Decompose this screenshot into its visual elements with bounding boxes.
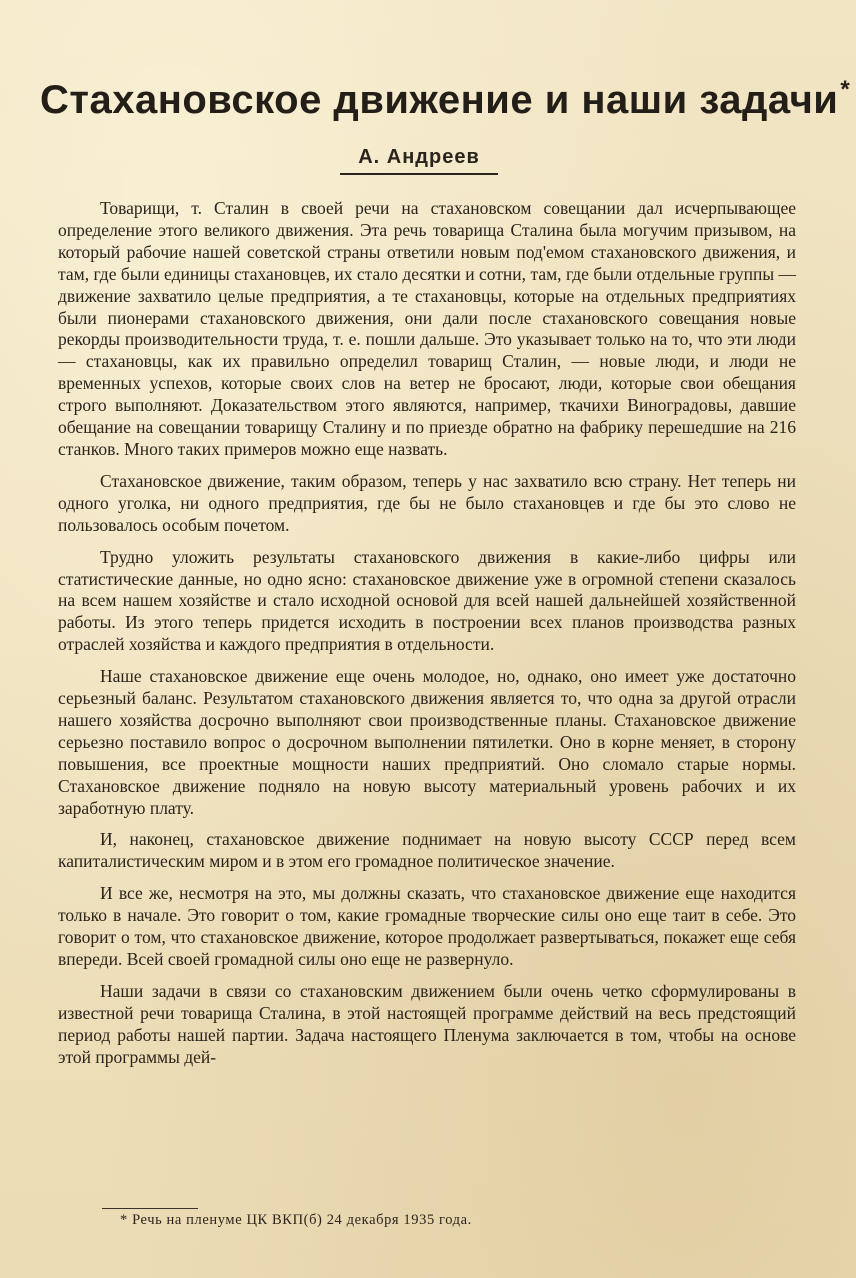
paragraph: И, наконец, стахановское движение поднимает на новую высоту СССР перед всем капиталистическим миром и в этом его громадное политическое значение. [58,829,796,872]
article-title [40,76,851,123]
paragraph: И все же, несмотря на это, мы должны сказать, что стахановское движение еще находится только в начале. Это говорит о том, какие громадные творческие силы оно еще таит в себе. Это говорит о том, что стахановское движение, которое продолжает развертываться, покажет еще себя впереди. Всей своей громадной силы оно еще не развернуло. [58,883,796,969]
title-text: Стахановское движение и наши задачи [40,78,839,122]
paragraph: Товарищи, т. Сталин в своей речи на стахановском совещании дал исчерпывающее определение этого великого движения. Эта речь товарища Сталина была могучим призывом, на который рабочие нашей советской страны ответили новым под'емом стахановского движения, и там, где были единицы стахановцев, их стало десятки и сотни, там, где были отдельные группы — движение захватило целые предприятия, а те стахановцы, которые на отдельных предприятиях были пионерами стахановского движения, они дали после стахановского совещания новые рекорды производительности труда, т. е. пошли дальше. Это указывает только на то, что эти люди — стахановцы, как их правильно определил товарищ Сталин, — новые люди, и люди не временных успехов, которые своих слов на ветер не бросают, люди, которые свои обещания строго выполняют. Доказательством этого являются, например, ткачихи Виноградовы, давшие обещание на совещании товарищу Сталину и по приезде обратно на фабрику перешедшие на 216 станков. Много таких примеров можно еще назвать. [58,198,796,459]
paragraph: Трудно уложить результаты стахановского движения в какие-либо цифры или статистические данные, но одно ясно: стахановское движение уже в огромной степени сказалось на всем нашем хозяйстве и стало исходной основой для всей нашей дальнейшей хозяйственной работы. Из этого теперь придется исходить в построении всех планов производства разных отраслей хозяйства и каждого предприятия в отдельности. [58,546,796,655]
author-name: А. Андреев [340,146,498,175]
paragraph: Стахановское движение, таким образом, теперь у нас захватило всю страну. Нет теперь ни одного уголка, ни одного предприятия, где бы не было стахановцев и где бы это слово не пользовалось особым почетом. [58,470,796,535]
paragraph: Наши задачи в связи со стахановским движением были очень четко сформулированы в известной речи товарища Сталина, в этой настоящей программе действий на весь предстоящий период работы нашей партии. Задача настоящего Пленума заключается в том, чтобы на основе этой программы дей- [58,980,796,1067]
footnote-divider [102,1208,198,1209]
paragraph: Наше стахановское движение еще очень молодое, но, однако, оно имеет уже достаточно серьезный баланс. Результатом стахановского движения является то, что одна за другой отрасли нашего хозяйства досрочно выполняют свои производственные планы. Стахановское движение серьезно поставило вопрос о досрочном выполнении пятилетки. Оно в корне меняет, в сторону повышения, все проектные мощности наших предприятий. Оно сломало старые нормы. Стахановское движение подняло на новую высоту материальный уровень рабочих и их заработную плату. [58,666,796,818]
footnote: * Речь на пленуме ЦК ВКП(б) 24 декабря 1935 года. [120,1212,472,1228]
footnote-marker: * [840,76,851,103]
article-body [58,198,796,1079]
